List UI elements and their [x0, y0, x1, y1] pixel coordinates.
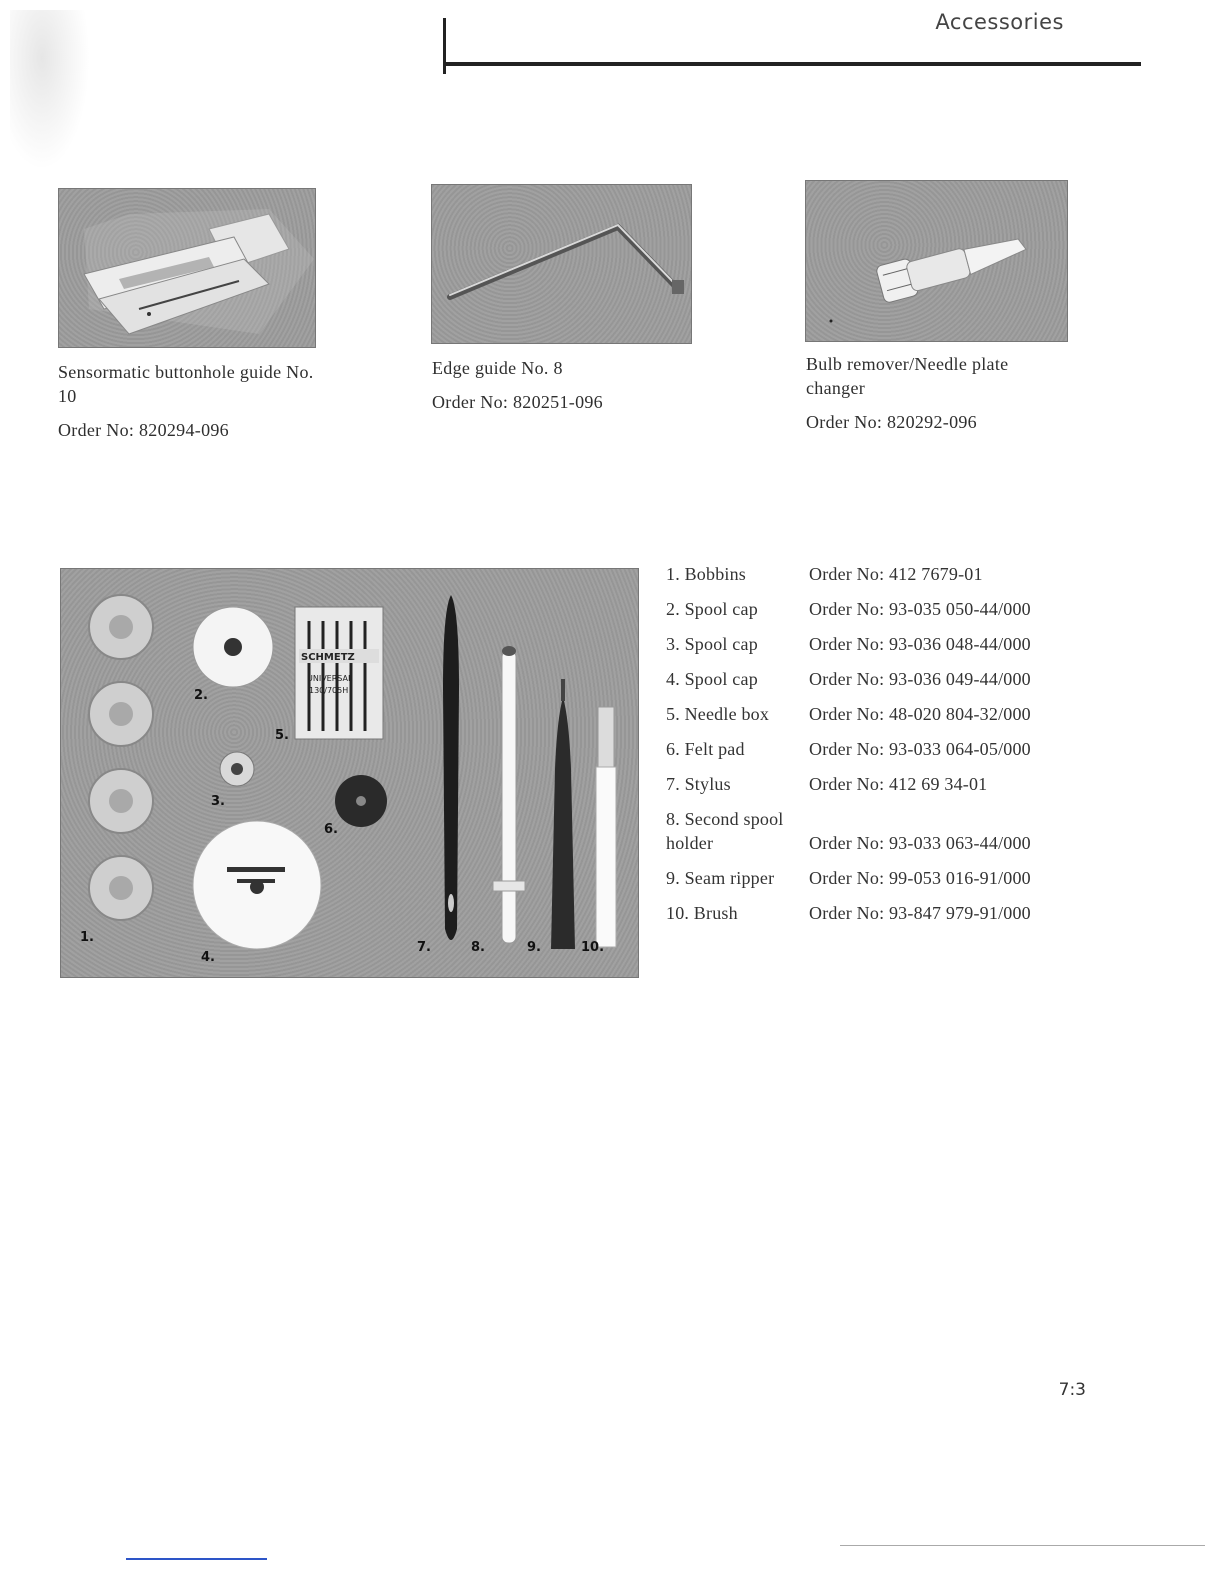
accessory-set-photo — [60, 568, 639, 978]
item-name: Sensormatic buttonhole guide No. 10 — [58, 362, 314, 406]
spool-cap-large-illustration — [193, 607, 273, 687]
list-item — [666, 702, 1086, 737]
part-order-number: Order No: 93-033 064-05/000 — [809, 739, 1031, 759]
part-order-number: Order No: 93-036 048-44/000 — [809, 634, 1031, 654]
bobbins-illustration — [89, 595, 153, 920]
part-order-number: Order No: 93-033 063-44/000 — [809, 833, 1031, 853]
buttonhole-guide-illustration — [84, 209, 314, 334]
seam-ripper-illustration — [551, 679, 575, 949]
part-name: 6. Felt pad — [666, 739, 745, 759]
photo-label: 6. — [324, 822, 338, 837]
order-number: Order No: 820292-096 — [806, 412, 977, 432]
parts-list — [666, 562, 1086, 936]
part-name: 4. Spool cap — [666, 669, 758, 689]
photo-label: 9. — [527, 940, 541, 955]
part-name: 7. Stylus — [666, 774, 731, 794]
photo-label: 10. — [581, 940, 605, 955]
photo-label: 1. — [80, 930, 94, 945]
part-order-number: Order No: 412 7679-01 — [809, 564, 983, 584]
part-order-number: Order No: 99-053 016-91/000 — [809, 868, 1031, 888]
list-item — [666, 807, 1086, 866]
list-item — [666, 562, 1086, 597]
part-name: 5. Needle box — [666, 704, 770, 724]
buttonhole-guide-photo — [58, 188, 316, 348]
list-item — [666, 866, 1086, 901]
section-title: Accessories — [935, 10, 1064, 34]
item-name: Bulb remover/Needle plate changer — [806, 354, 1009, 398]
bulb-remover-illustration — [875, 228, 1030, 304]
stylus-illustration — [443, 595, 459, 940]
photo-label: 3. — [211, 794, 225, 809]
part-order-number: Order No: 93-035 050-44/000 — [809, 599, 1031, 619]
scan-edge-line — [840, 1545, 1205, 1546]
part-name: 3. Spool cap — [666, 634, 758, 654]
needle-box-illustration — [295, 607, 383, 739]
part-name: 9. Seam ripper — [666, 868, 775, 888]
photo-label: 2. — [194, 688, 208, 703]
header-divider-horizontal — [443, 62, 1141, 66]
list-item — [666, 737, 1086, 772]
photo-label: 7. — [417, 940, 431, 955]
list-item — [666, 772, 1086, 807]
bulb-remover-caption — [806, 352, 1066, 434]
bulb-remover-photo — [805, 180, 1068, 342]
order-number: Order No: 820294-096 — [58, 420, 229, 440]
scan-smudge — [10, 10, 90, 170]
list-item — [666, 632, 1086, 667]
part-name: 1. Bobbins — [666, 564, 747, 584]
needle-box-brand: SCHMETZ — [301, 652, 355, 663]
needle-box-type: UNIVERSAL — [307, 674, 353, 683]
list-item — [666, 667, 1086, 702]
edge-guide-photo — [431, 184, 692, 344]
part-order-number: Order No: 412 69 34-01 — [809, 774, 988, 794]
part-order-number: Order No: 93-847 979-91/000 — [809, 903, 1031, 923]
photo-label: 4. — [201, 950, 215, 965]
edge-guide-illustration — [450, 225, 684, 297]
order-number: Order No: 820251-096 — [432, 392, 603, 412]
buttonhole-guide-caption — [58, 360, 318, 442]
edge-guide-caption — [432, 356, 692, 414]
spool-cap-disc-illustration — [193, 821, 321, 949]
photo-label: 8. — [471, 940, 485, 955]
photo-label: 5. — [275, 728, 289, 743]
needle-box-code: 130/705H — [309, 686, 349, 695]
spool-cap-small-illustration — [220, 752, 254, 786]
brush-illustration — [596, 707, 616, 947]
item-name: Edge guide No. 8 — [432, 358, 563, 378]
part-name: 2. Spool cap — [666, 599, 758, 619]
page-number: 7:3 — [1058, 1380, 1086, 1400]
second-spool-holder-illustration — [493, 646, 525, 943]
list-item — [666, 901, 1086, 936]
list-item — [666, 597, 1086, 632]
part-name: 8. Second spool holder — [666, 809, 784, 853]
part-order-number: Order No: 93-036 049-44/000 — [809, 669, 1031, 689]
part-name: 10. Brush — [666, 903, 738, 923]
part-order-number: Order No: 48-020 804-32/000 — [809, 704, 1031, 724]
felt-pad-illustration — [335, 775, 387, 827]
bottom-link-underline — [126, 1558, 267, 1560]
